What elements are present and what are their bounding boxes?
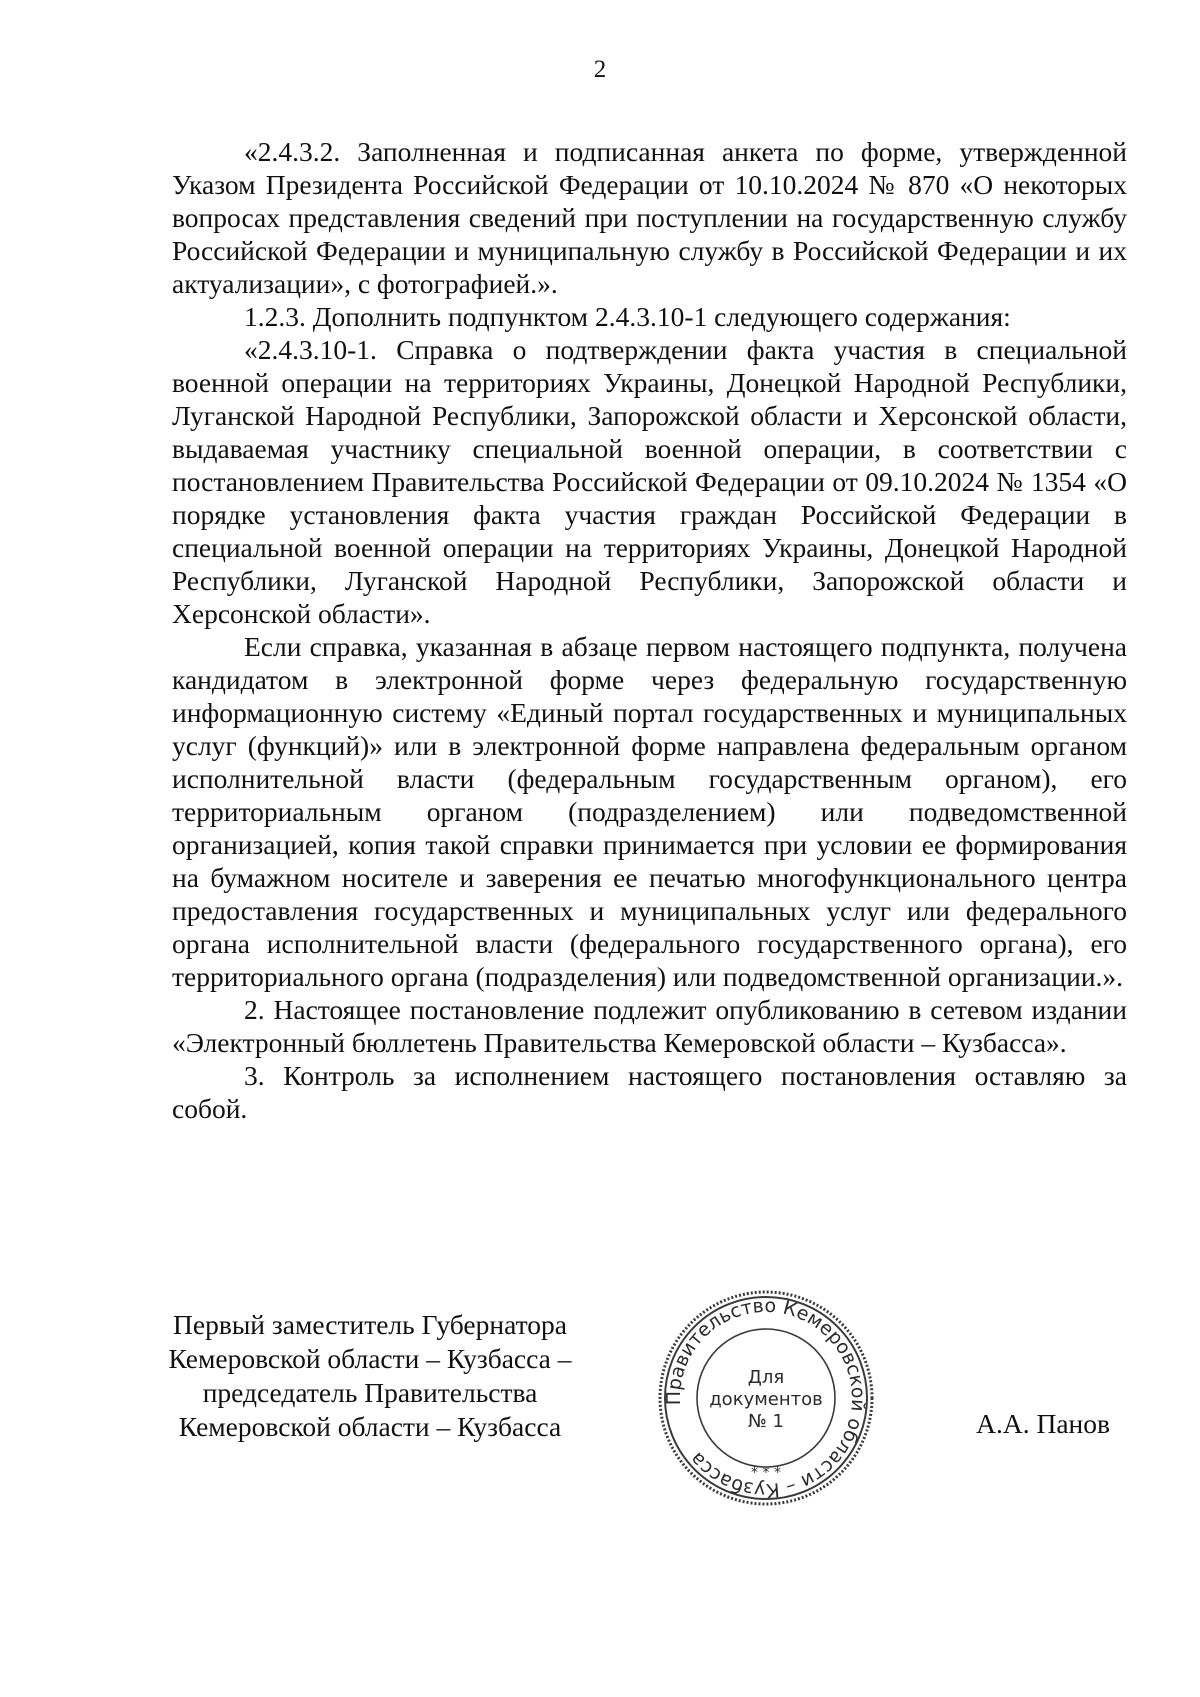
paragraph-svo-certificate: «2.4.3.10-1. Справка о подтверждении факта участия в специальной военной операции на территориях Украины, Донецкой Народной Республики, Луганской Народной Республики, Запорожской области и Херсонской области, выдаваемая участнику специальной военной операции, в соответствии с постановлением Правительства Российской Федерации от 09.10.2024 № 1354 «О порядке установления факта участия граждан Российской Федерации в специальной военной операции на территориях Украины, Донецкой Народной Республики, Луганской Народной Республики, Запорожской области и Херсонской области». (172, 334, 1127, 629)
seal-ring-text: Правительство Кемеровской области – Кузбасса (662, 1294, 870, 1502)
page-number: 2 (593, 56, 607, 83)
paragraph-electronic-certificate: Если справка, указанная в абзаце первом настоящего подпункта, получена кандидатом в электронной форме через федеральную государственную информационную систему «Единый портал государственных и муниципальных услуг (функций)» или в электронной форме направлена федеральным органом исполнительной власти (федеральным государственным органом), его территориальным органом (подразделением) или подведомственной организацией, копия такой справки принимается при условии ее формирования на бумажном носителе и заверения ее печатью многофункционального центра предоставления государственных и муниципальных услуг или федерального органа исполнительной власти (федерального государственного органа), его территориального органа (подразделения) или подведомственной организации.». (172, 631, 1127, 992)
signer-name: А.А. Панов (976, 1408, 1110, 1439)
seal-center-line: Для (747, 1367, 785, 1388)
seal-stars: * * * (751, 1465, 781, 1481)
document-body (172, 135, 1127, 1125)
seal-center-line: № 1 (748, 1411, 784, 1432)
paragraph-publication: 2. Настоящее постановление подлежит опубликованию в сетевом издании «Электронный бюллетень Правительства Кемеровской области – Кузбасса». (172, 994, 1127, 1058)
seal-graphic (655, 1287, 877, 1509)
paragraph-control: 3. Контроль за исполнением настоящего постановления оставляю за собой. (172, 1060, 1127, 1124)
signatory-position (140, 1308, 600, 1444)
seal-center-line: документов (709, 1389, 823, 1410)
paragraph-amendment-intro: 1.2.3. Дополнить подпунктом 2.4.3.10-1 следующего содержания: (244, 301, 1011, 332)
signatory-line: Кемеровской области – Кузбасса – (168, 1343, 572, 1374)
paragraph-questionnaire: «2.4.3.2. Заполненная и подписанная анкета по форме, утвержденной Указом Президента Российской Федерации от 10.10.2024 № 870 «О некоторых вопросах представления сведений при поступлении на государственную службу Российской Федерации и муниципальную службу в Российской Федерации и их актуализации», с фотографией.». (172, 136, 1127, 299)
signatory-line: Первый заместитель Губернатора (173, 1309, 567, 1340)
signatory-line: председатель Правительства (202, 1377, 538, 1408)
official-seal (655, 1287, 877, 1509)
signatory-line: Кемеровской области – Кузбасса (178, 1411, 562, 1442)
